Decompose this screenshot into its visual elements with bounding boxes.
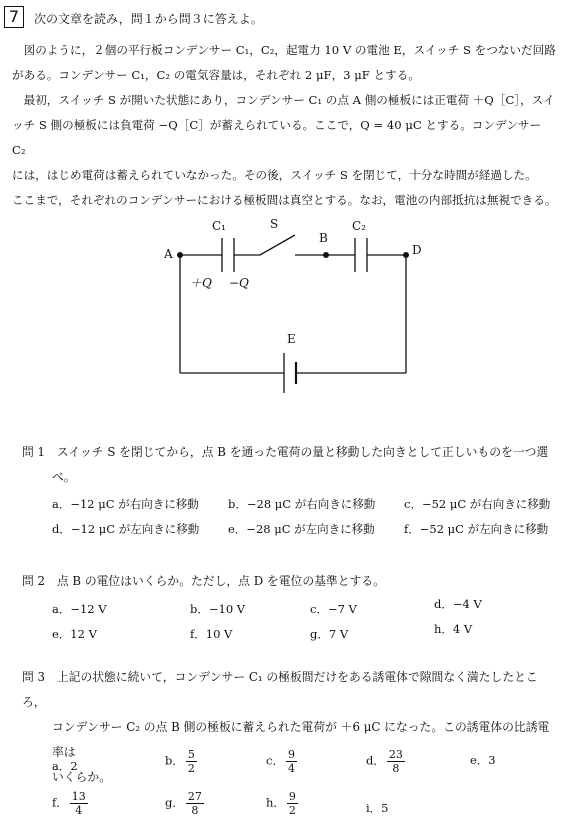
q3-option-f[interactable] <box>52 790 88 817</box>
label-c2: C₂ <box>352 219 366 233</box>
q1-option-f[interactable]: f．−52 μC が左向きに移動 <box>404 522 549 536</box>
switch-blade <box>260 235 295 255</box>
label-minus-q: −Q <box>229 276 249 290</box>
q1-stem-line-1: 問 1 スイッチ S を閉じてから，点 B を通った電荷の量と移動した向きとして正しいものを一つ選 <box>22 445 549 459</box>
q3-option-g[interactable] <box>165 790 204 817</box>
q2-option-h[interactable]: h．4 V <box>434 622 473 636</box>
q1-option-e[interactable]: e．−28 μC が左向きに移動 <box>228 522 375 536</box>
fraction-denominator: 8 <box>191 804 199 817</box>
q2-option-d[interactable]: d．−4 V <box>434 597 482 611</box>
q1-option-b[interactable]: b．−28 μC が右向きに移動 <box>228 497 376 511</box>
q3-option-f-fraction <box>70 790 88 817</box>
paragraph-2-line-3: には，はじめ電荷は蓄えられていなかった。その後，スイッチ S を閉じて，十分な時間が経過した。 <box>12 168 537 182</box>
q3-option-h-label: h． <box>266 795 285 810</box>
q1-stem-line-2: べ。 <box>52 470 76 484</box>
fraction-numerator: 5 <box>187 748 195 761</box>
paragraph-2-line-1: 最初，スイッチ S が開いた状態にあり，コンデンサー C₁ の点 A 側の極板には正電荷 ＋Q［C］，スイ <box>23 93 555 107</box>
q3-option-b-label: b． <box>165 753 184 768</box>
fraction-numerator: 23 <box>388 748 403 761</box>
fraction-numerator: 9 <box>287 748 295 761</box>
fraction-numerator: 27 <box>187 790 202 803</box>
q3-option-e[interactable]: e．3 <box>470 753 496 767</box>
problem-instruction: 次の文章を読み，問１から問３に答えよ。 <box>34 12 263 26</box>
q3-option-d[interactable] <box>366 748 405 775</box>
q1-stem <box>22 440 552 490</box>
label-s: S <box>270 217 279 231</box>
label-a: A <box>164 247 173 261</box>
fraction-numerator: 9 <box>288 790 296 803</box>
fraction-denominator: 4 <box>75 804 83 817</box>
fraction-denominator: 2 <box>288 804 296 817</box>
q2-option-f[interactable]: f．10 V <box>190 627 233 641</box>
q2-stem: 問 2 点 B の電位はいくらか。ただし，点 D を電位の基準とする。 <box>22 574 385 588</box>
paragraph-1-line-2: がある。コンデンサー C₁，C₂ の電気容量は，それぞれ 2 μF，3 μF とする。 <box>12 68 420 82</box>
q3-option-a[interactable]: a．2 <box>52 759 78 773</box>
paragraph-1-line-1: 図のように，２個の平行板コンデンサー C₁，C₂，起電力 10 V の電池 E，スイッチ S をつないだ回路 <box>23 43 556 57</box>
q1-option-d[interactable]: d．−12 μC が左向きに移動 <box>52 522 200 536</box>
q2-option-c[interactable]: c．−7 V <box>310 602 357 616</box>
q3-option-b[interactable] <box>165 748 197 775</box>
q3-option-d-fraction <box>387 748 405 775</box>
label-b: B <box>319 231 328 245</box>
q1-option-c[interactable]: c．−52 μC が右向きに移動 <box>404 497 551 511</box>
q3-stem-line-3: いくらか。 <box>52 770 111 784</box>
paragraph-1 <box>12 38 558 88</box>
q3-option-d-label: d． <box>366 753 385 768</box>
q3-option-c[interactable] <box>266 748 297 775</box>
fraction-numerator: 13 <box>71 790 86 803</box>
q3-option-b-fraction <box>186 748 197 775</box>
label-e: E <box>287 332 296 346</box>
label-plus-q: ＋Q <box>190 276 212 290</box>
q3-option-h[interactable] <box>266 790 298 817</box>
problem-number: 7 <box>4 6 24 28</box>
q3-option-i[interactable]: i．5 <box>366 801 389 815</box>
q3-option-h-fraction <box>287 790 298 817</box>
q3-stem-line-1: 問 3 上記の状態に続いて，コンデンサー C₁ の極板間だけをある誘電体で隙間なく満たしたところ， <box>22 670 538 709</box>
fraction-denominator: 8 <box>392 762 400 775</box>
q2-option-g[interactable]: g．7 V <box>310 627 349 641</box>
q2-option-b[interactable]: b．−10 V <box>190 602 246 616</box>
point-b-dot <box>323 252 329 258</box>
q3-option-c-fraction <box>286 748 297 775</box>
paragraph-2 <box>12 88 558 213</box>
q2-option-a[interactable]: a．−12 V <box>52 602 107 616</box>
q3-option-c-label: c． <box>266 753 284 768</box>
label-d: D <box>412 243 422 257</box>
q2-option-e[interactable]: e．12 V <box>52 627 97 641</box>
circuit-diagram <box>150 210 440 410</box>
paragraph-2-line-4: ここまで，それぞれのコンデンサーにおける極板間は真空とする。なお，電池の内部抵抗は無視できる。 <box>12 193 557 207</box>
paragraph-2-line-2: ッチ S 側の極板には負電荷 −Q［C］が蓄えられている。ここで，Q = 40 μC とする。コンデンサー C₂ <box>12 118 542 157</box>
q3-stem-line-2: コンデンサー C₂ の点 B 側の極板に蓄えられた電荷が ＋6 μC になった。この誘電体の比誘電率は <box>52 720 550 759</box>
fraction-denominator: 2 <box>187 762 195 775</box>
point-a-dot <box>177 252 183 258</box>
label-c1: C₁ <box>212 219 226 233</box>
q3-option-g-fraction <box>186 790 204 817</box>
q3-option-f-label: f． <box>52 795 68 810</box>
q1-option-a[interactable]: a．−12 μC が右向きに移動 <box>52 497 199 511</box>
fraction-denominator: 4 <box>287 762 295 775</box>
point-d-dot <box>403 252 409 258</box>
q3-option-g-label: g． <box>165 795 184 810</box>
